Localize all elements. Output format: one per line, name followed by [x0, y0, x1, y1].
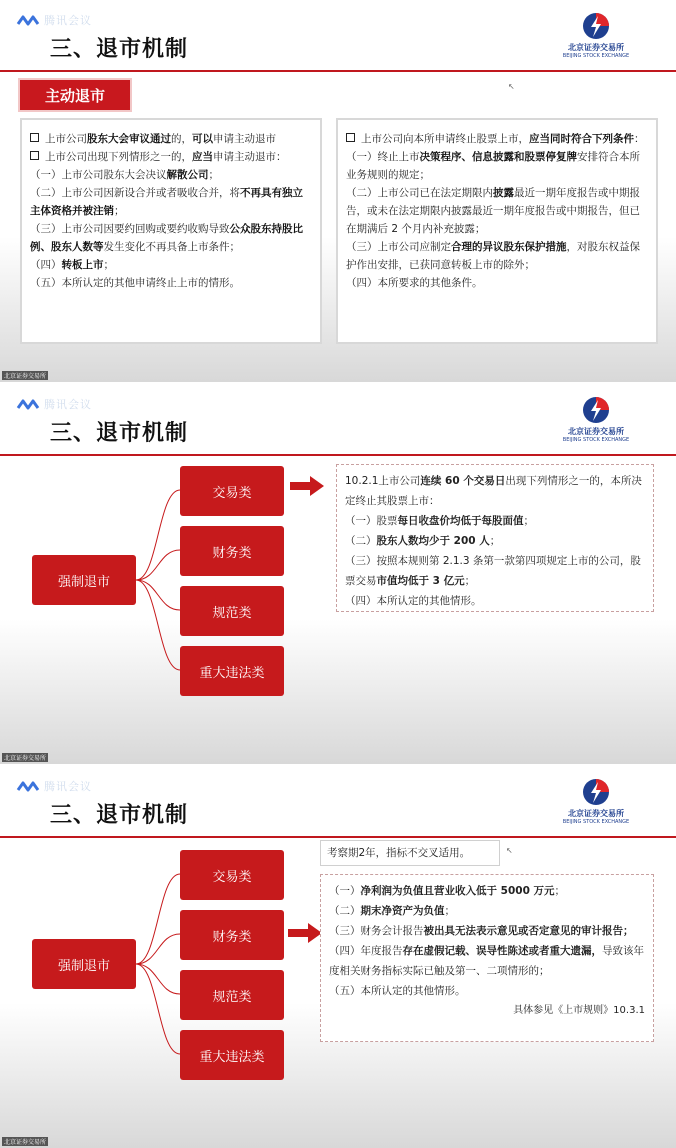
criteria-line: 10.2.1上市公司连续 60 个交易日出现下列情形之一的，本所决定终止其股票上市： [345, 475, 642, 507]
slide-forced-delisting-financial [0, 766, 676, 1148]
node-compliance: 规范类 [180, 586, 284, 636]
condition-line: 上市公司出现下列情形之一的，应当申请主动退市： [30, 148, 312, 166]
condition-line: （三）上市公司因要约回购或要约收购导致公众股东持股比例、股东人数等发生变化不再具备上市条件； [30, 223, 303, 253]
node-financial: 财务类 [180, 526, 284, 576]
condition-line: （四）转板上市； [30, 259, 114, 271]
bse-name-en: BEIJING STOCK EXCHANGE [562, 819, 630, 825]
condition-line: （一）终止上市决策程序、信息披露和股票停复牌安排符合本所业务规则的规定； [346, 151, 640, 181]
node-trading: 交易类 [180, 466, 284, 516]
node-compliance: 规范类 [180, 970, 284, 1020]
right-arrow-icon [288, 923, 322, 943]
watermark [16, 12, 92, 28]
financial-criteria-box [320, 874, 654, 1042]
criteria-line: （二）股东人数均少于 200 人； [345, 535, 501, 547]
watermark-text: 腾讯会议 [44, 780, 92, 793]
slide-forced-delisting-trading [0, 384, 676, 764]
node-financial: 财务类 [180, 910, 284, 960]
mouse-cursor-icon: ↖ [506, 846, 513, 855]
bse-name-en: BEIJING STOCK EXCHANGE [562, 437, 630, 443]
transfer-conditions-box [336, 118, 658, 344]
slide-active-delisting [0, 0, 676, 382]
right-arrow-icon [290, 476, 324, 496]
condition-line: （二）上市公司因新设合并或者吸收合并，将不再具有独立主体资格并被注销； [30, 187, 303, 217]
condition-line: （三）上市公司应制定合理的异议股东保护措施，对股东权益保护作出安排，已获同意转板上市的除外； [346, 241, 640, 271]
condition-line: （四）本所要求的其他条件。 [346, 277, 483, 289]
criteria-line: （二）期末净资产为负值； [329, 905, 455, 917]
condition-line: （二）上市公司已在法定期限内披露最近一期年度报告或中期报告，或未在法定期限内披露最近一期年度报告或中期报告，但已在期满后 2 个月内补充披露； [346, 187, 640, 235]
condition-line: 上市公司股东大会审议通过的，可以申请主动退市 [30, 130, 312, 148]
criteria-line: （四）年度报告存在虚假记载、误导性陈述或者重大遗漏，导致该年度相关财务指标实际已触及第一、二项情形的； [329, 945, 644, 977]
bse-name-cn: 北京证券交易所 [568, 427, 624, 436]
section-title: 三、退市机制 [50, 37, 189, 62]
node-forced-delisting: 强制退市 [32, 555, 136, 605]
bse-name-en: BEIJING STOCK EXCHANGE [562, 53, 630, 59]
watermark-text: 腾讯会议 [44, 398, 92, 411]
footer-label: 北京证券交易所 [4, 373, 47, 380]
footer-label: 北京证券交易所 [4, 1139, 47, 1146]
voluntary-conditions-box [20, 118, 322, 344]
node-major-violation: 重大违法类 [180, 1030, 284, 1080]
title-rule [0, 70, 676, 72]
footer-label: 北京证券交易所 [4, 755, 47, 762]
node-forced-delisting: 强制退市 [32, 939, 136, 989]
node-trading: 交易类 [180, 850, 284, 900]
assessment-period-note: 考察期2年，指标不交叉适用。 [320, 840, 500, 866]
section-title: 三、退市机制 [50, 421, 189, 446]
criteria-line: （三）财务会计报告被出具无法表示意见或否定意见的审计报告； [329, 925, 634, 937]
condition-line: （一）上市公司股东大会决议解散公司； [30, 169, 219, 181]
criteria-line: （一）净利润为负值且营业收入低于 5000 万元； [329, 885, 566, 897]
checkbox-square-icon [30, 133, 39, 142]
condition-line: （五）本所认定的其他申请终止上市的情形。 [30, 277, 240, 289]
bse-emblem-icon [582, 10, 610, 42]
mouse-cursor-icon: ↖ [508, 82, 515, 91]
trading-criteria-box [336, 464, 654, 612]
node-major-violation: 重大违法类 [180, 646, 284, 696]
rule-reference: 具体参见《上市规则》10.3.1 [513, 1005, 645, 1016]
tencent-meeting-logo-icon [16, 14, 40, 26]
criteria-line: （五）本所认定的其他情形。 [329, 985, 466, 997]
section-title: 三、退市机制 [50, 803, 189, 828]
condition-line: 上市公司向本所申请终止股票上市，应当同时符合下列条件： [346, 130, 648, 148]
bse-logo [556, 10, 636, 59]
bse-name-cn: 北京证券交易所 [568, 809, 624, 818]
criteria-line: （一）股票每日收盘价均低于每股面值； [345, 515, 534, 527]
criteria-line: （四）本所认定的其他情形。 [345, 595, 482, 607]
criteria-line: （三）按照本规则第 2.1.3 条第一款第四项规定上市的公司，股票交易市值均低于 3 亿元； [345, 555, 641, 587]
watermark-text: 腾讯会议 [44, 14, 92, 27]
checkbox-square-icon [30, 151, 39, 160]
badge-active-delisting: 主动退市 [20, 80, 130, 110]
checkbox-square-icon [346, 133, 355, 142]
bse-name-cn: 北京证券交易所 [568, 43, 624, 52]
